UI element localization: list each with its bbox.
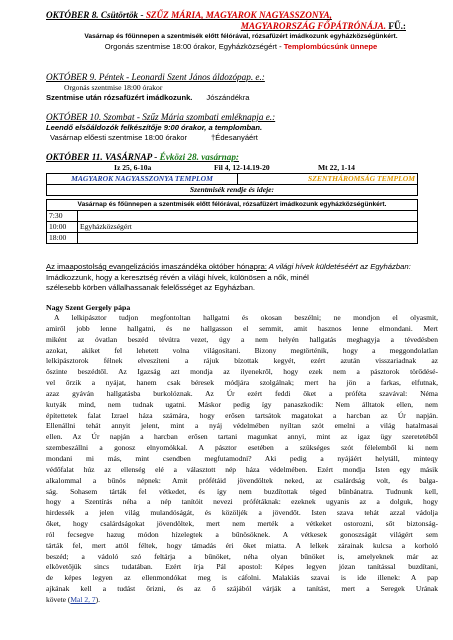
reading-1: Iz 25, 6-10a xyxy=(114,163,152,172)
article-line: beszéd; a vádoló szó feltárja a bűnöket, néha olyan bűnöket is, amelyeknek már az xyxy=(46,551,438,561)
article-line: kutyák mind, nem tudnak ugatni. Máskor pedig így panaszkodik: Nem álltatok ellen, nem xyxy=(46,399,438,409)
article-line: szembeszállni a gonosz elnyomókkal. A pásztor esetében a szükséges szót félelemből ki nem xyxy=(46,443,438,453)
article-line: ajkának kell a tudást őrizni, és az ő szájából várják a tanítást, mert a Seregek Urának xyxy=(46,584,438,594)
oct9-mass: Orgonás szentmise 18:00 órakor xyxy=(64,83,163,92)
article-line: mondani mi más, mint csendben megfutamodni? Aki pedig a nyájáért helytáll, minteqy xyxy=(46,453,438,463)
oct11-section xyxy=(46,152,436,244)
oct8-heading-cont: MAGYARORSZÁG FŐPÁTRÓNÁJA. FŰ.: xyxy=(240,21,406,31)
article-line: ról fecsegve hazug módon hízelegtek a bűnösöknek. A vétkesek gonoszságát világért sem xyxy=(46,529,438,539)
oct10-section xyxy=(46,112,436,143)
article-line: azokat, akiket fel lehetett volna világosítani. Bizony megtörténik, hogy a meggondolatlan xyxy=(46,345,438,355)
article-line: miként az óvatlan beszéd tévútra vezet, úgy a nem helyén hallgatás meghagyja a tévedésben xyxy=(46,334,438,344)
table-row xyxy=(47,233,418,244)
article-line: Ellenállni tehát annyit jelent, mint a nyáj védelmében nyíltan szót emelni a világ hatalmasai xyxy=(46,421,438,431)
article-line: ság. Sohasem tárták fel vétkedet, és így nem buzdítottak téged bűnbánatra. Tudnunk kell, xyxy=(46,486,438,496)
oct11-readings xyxy=(46,163,436,173)
article-line: de képes legyen az ellenmondókat meg is cáfolni. Malakiás szavai is ide illenek: A pap xyxy=(46,573,438,583)
prayer-intention: Az imaapostolság evangelizációs imaszándéka október hónapra: A világi hívek küldetéséért az Egyházban: Imádkozzunk, hogy a keresztség révén a világi hívek, különösen a nők, minél szélesebb körben vállalhassanak felelősséget az Egyházban. xyxy=(46,262,411,292)
article-line: hogy a Szentírás néha a nép tanítóit nevezi prófétáknak: ezeknek ugyanis az a dolguk, hogy xyxy=(46,497,438,507)
article xyxy=(46,302,438,606)
oct11-heading: OKTÓBER 11. VASÁRNAP - Évközi 28. vasárnap: xyxy=(46,152,239,162)
table-row xyxy=(47,222,418,233)
mass-intent xyxy=(78,211,418,222)
oct8-rosary-note: Vasárnap és főünnepen a szentmisék előtt félórával, rózsafüzért imádkozunk egyházközségünkért. xyxy=(84,33,398,40)
article-line: őszinte beszédtől. Az Igazság azt mondja az ilyenekről, hogy ezek nem a pásztorok törődésé- xyxy=(46,367,438,377)
article-line: hirdessék a jelen világ mulandóságát, és közöljék a jövendőt. Isten szava tehát azzal vádolja xyxy=(46,508,438,518)
oct9-section xyxy=(46,72,436,103)
article-line: őket, hogy csalárdságokat jövendöltek, mert nem merték a vétkeket ostorozni, sőt biztonság- xyxy=(46,519,438,529)
oct8-mass: Orgonás szentmise 18:00 órakor, Egyházközségért - Templombúcsúnk ünnepe xyxy=(104,42,378,51)
article-line: alkalommal a bűnös népnek: Amit prófétáid jövendöltek neked, az csalárdság volt, és balga- xyxy=(46,475,438,485)
article-line: ellen. Az Úr napján a harcban erősen tartani magunkat annyi, mint az igaz ügy szeretetéből xyxy=(46,432,438,442)
article-last-line: követe (Mal 2, 7). xyxy=(46,594,100,604)
reading-2: Fil 4, 12-14.19-20 xyxy=(214,163,270,172)
oct10-first-communion: Leendő elsőáldozók felkészítője 9:00 órakor, a templomban. xyxy=(46,123,263,132)
reading-3: Mt 22, 1-14 xyxy=(318,163,355,172)
church-right: SZENTHÁROMSÁG TEMPLOM xyxy=(238,174,418,185)
bible-reference-link[interactable]: Mal 2, 7 xyxy=(70,594,96,604)
mass-schedule-header xyxy=(46,173,418,196)
mass-intent: Egyházközségért xyxy=(78,222,418,233)
mass-time: 18:00 xyxy=(47,233,78,244)
article-line: A lelkipásztor tudjon megfontoltan hallgatni és okosan beszélni; ne mondjon el olyasmit, xyxy=(54,313,438,322)
oct8-section xyxy=(46,10,436,52)
order-title: Szentmisék rendje és ideje: xyxy=(47,185,418,196)
article-line: vel őrzik a nyájat, hanem csak béresek módjára szolgálnak; mert ha jön a farkas, elfutnak, xyxy=(46,378,438,388)
mass-intent xyxy=(78,233,418,244)
article-body xyxy=(46,313,438,595)
article-line: védőfalat húz az ellenség elé a választott nép háza védelmében. Ezért mondja Isten egy másik xyxy=(46,464,438,474)
article-line: építettetek falat Izrael háza számára, hogy erősen tartsátok magatokat a harcban az Úr napján. xyxy=(46,410,438,420)
oct9-heading: OKTÓBER 9. Péntek - Leonardi Szent János áldozópap. e.: xyxy=(46,72,265,82)
rosary-note: Vasárnap és főünnepen a szentmisék előtt félórával, rózsafüzért imádkozunk egyházközségünkért. xyxy=(47,200,418,211)
article-title: Nagy Szent Gergely pápa xyxy=(46,303,131,312)
oct10-heading: OKTÓBER 10. Szombat - Szűz Mária szombati emléknapja e.: xyxy=(46,112,276,122)
article-line: azaz gyáván hallgatásba burkolóznak. Az Úr ezért feddi őket a próféta szavával: Néma xyxy=(46,388,438,398)
mass-time: 7:30 xyxy=(47,211,78,222)
mass-schedule-table xyxy=(46,199,418,244)
table-row xyxy=(47,211,418,222)
article-line: amiről jobb lenne hallgatni, és ne hallgasson el semmit, amit hasznos lenne elmondani. Mert xyxy=(46,323,438,333)
church-left: MAGYAROK NAGYASSZONYA TEMPLOM xyxy=(47,174,238,185)
oct10-vigil-mass: Vasárnap előesti szentmise 18:00 órakor †Édesanyáért xyxy=(50,133,258,142)
article-line: tárták fel, mert attól féltek, hogy támadás éri őket miatta. A lelkek zárainak kulcsa a korholó xyxy=(46,540,438,550)
article-line: elkövetőjük sincs tudatában. Ezért írja Pál apostol: Képes legyen józan tanítással buzdítani, xyxy=(46,562,438,572)
oct9-rosary: Szentmise után rózsafüzért imádkozunk. Jószándékra xyxy=(46,93,250,102)
mass-time: 10:00 xyxy=(47,222,78,233)
oct8-heading: OKTÓBER 8. Csütörtök - SZŰZ MÁRIA, MAGYAROK NAGYASSZONYA, xyxy=(46,10,332,20)
article-line: lelkipásztorok félnek elveszíteni a rájuk bízottak kegyét, ezért azután visszariadnak az xyxy=(46,356,438,366)
